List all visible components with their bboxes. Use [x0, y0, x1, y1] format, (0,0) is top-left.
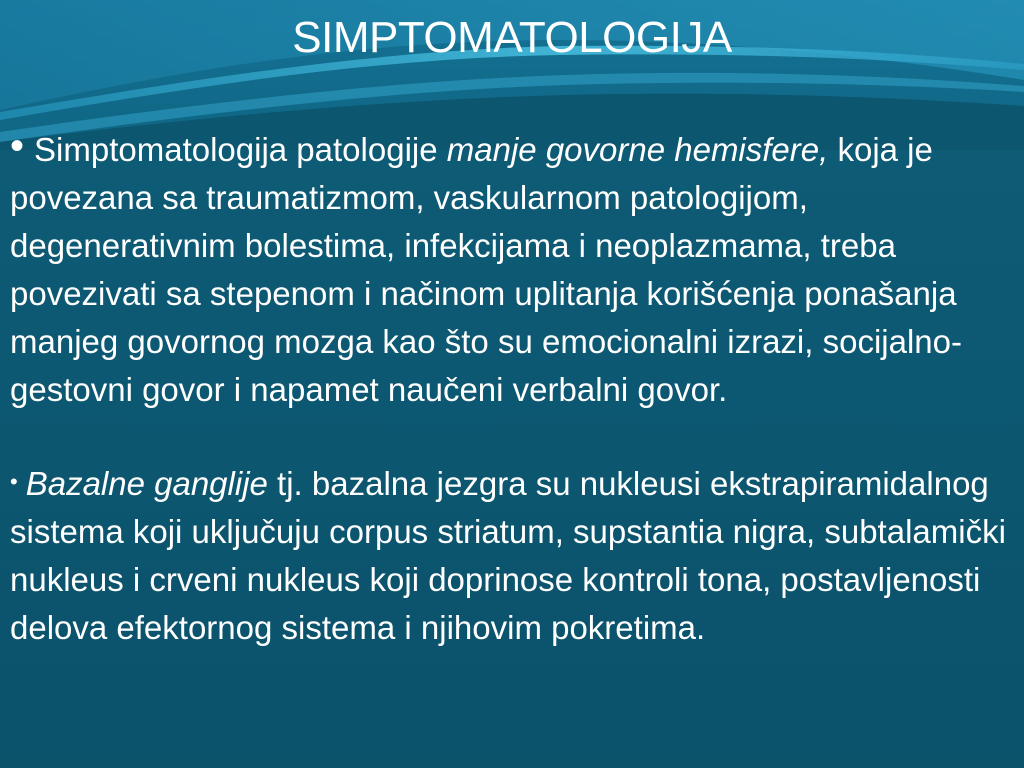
- bullet-icon: •: [10, 124, 25, 168]
- bullet-paragraph-2: [10, 460, 1014, 652]
- paragraph-1-italic: manje govorne hemisfere,: [446, 131, 829, 168]
- slide-title: SIMPTOMATOLOGIJA: [292, 13, 732, 62]
- bullet-icon: •: [10, 469, 18, 494]
- paragraph-1-intro: Simptomatologija patologije: [34, 131, 447, 168]
- bullet-paragraph-1: [10, 126, 1014, 414]
- slide-body: [10, 126, 1014, 652]
- paragraph-2-rest: tj. bazalna jezgra su nukleusi ekstrapiramidalnog sistema koji uključuju corpus striatum, supstantia nigra, subtalamički nukleus i crveni nukleus koji doprinose kontroli tona, postavljenosti delova efektornog sistema i njihovim pokretima.: [10, 465, 1006, 646]
- paragraph-2-italic: Bazalne ganglije: [25, 465, 268, 502]
- paragraph-1-rest: koja je povezana sa traumatizmom, vaskularnom patologijom, degenerativnim bolestima, infekcijama i neoplazmama, treba povezivati sa stepenom i načinom uplitanja korišćenja ponašanja manjeg govornog mozga kao što su emocionalni izrazi, socijalno-gestovni govor i napamet naučeni verbalni govor.: [10, 131, 962, 408]
